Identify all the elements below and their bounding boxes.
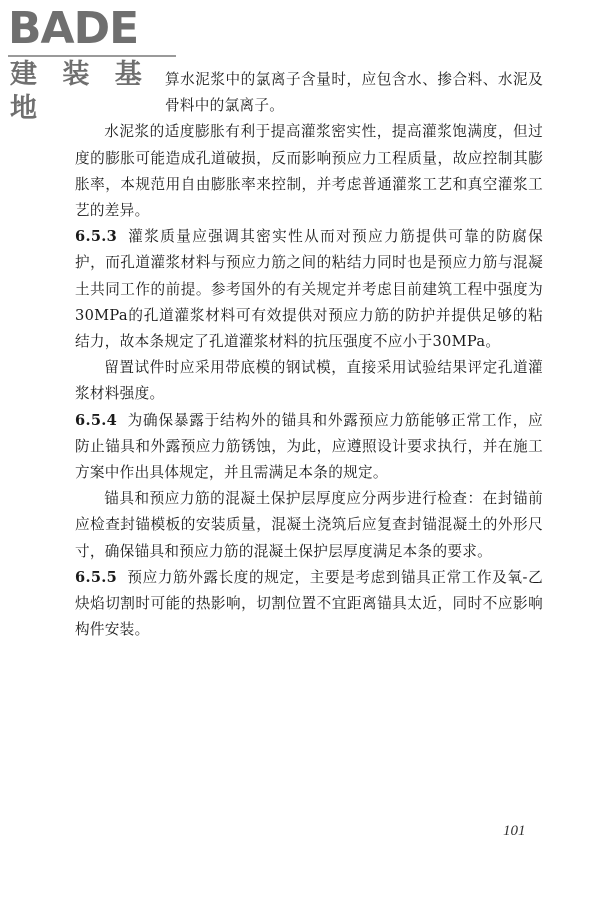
paragraph-text: 锚具和预应力筋的混凝土保护层厚度应分两步进行检查：在封锚前应检查封锚模板的安装质量，混凝土浇筑后应复查封锚混凝土的外形尺寸，确保锚具和预应力筋的混凝土保护层厚度满足本条的要求。 [75,490,543,560]
paragraph-text: 为确保暴露于结构外的锚具和外露预应力筋能够正常工作，应防止锚具和外露预应力筋锈蚀，为此，应遵照设计要求执行，并在施工方案中作出具体规定，并且需满足本条的规定。 [75,411,543,482]
clause-6-5-4 [75,408,543,487]
paragraph-text: 留置试件时应采用带底模的钢试模，直接采用试验结果评定孔道灌浆材料强度。 [75,359,543,403]
paragraph-4 [75,355,543,407]
logo-mark: BADE [8,3,139,54]
logo-rule [8,55,176,57]
clause-6-5-5 [75,565,543,644]
clause-number: 6.5.5 [75,568,118,586]
clause-number: 6.5.4 [75,411,118,429]
document-body [75,67,543,643]
page-number: 101 [503,823,526,839]
clause-number: 6.5.3 [75,228,118,246]
paragraph-text: 算水泥浆中的氯离子含量时，应包含水、掺合料、水泥及骨料中的氯离子。 [165,71,543,115]
paragraph-1 [75,67,543,119]
clause-6-5-3 [75,224,543,355]
paragraph-text: 灌浆质量应强调其密实性从而对预应力筋提供可靠的防腐保护，而孔道灌浆材料与预应力筋之间的粘结力同时也是预应力筋与混凝土共同工作的前提。参考国外的有关规定并考虑目前建筑工程中强度为30MPa的孔道灌浆材料可有效提供对预应力筋的防护并提供足够的粘结力，故本条规定了孔道灌浆材料的抗压强度不应小于30MPa。 [75,228,543,351]
paragraph-2 [75,119,543,224]
paragraph-text: 预应力筋外露长度的规定，主要是考虑到锚具正常工作及氧-乙炔焰切割时可能的热影响，切割位置不宜距离锚具太近，同时不应影响构件安装。 [75,568,543,639]
paragraph-text: 水泥浆的适度膨胀有利于提高灌浆密实性，提高灌浆饱满度，但过度的膨胀可能造成孔道破损，反而影响预应力工程质量，故应控制其膨胀率，本规范用自由膨胀率来控制，并考虑普通灌浆工艺和真空灌浆工艺的差异。 [75,123,543,220]
logo-subtitle: 建 装 基 地 [10,59,150,124]
paragraph-6 [75,486,543,565]
